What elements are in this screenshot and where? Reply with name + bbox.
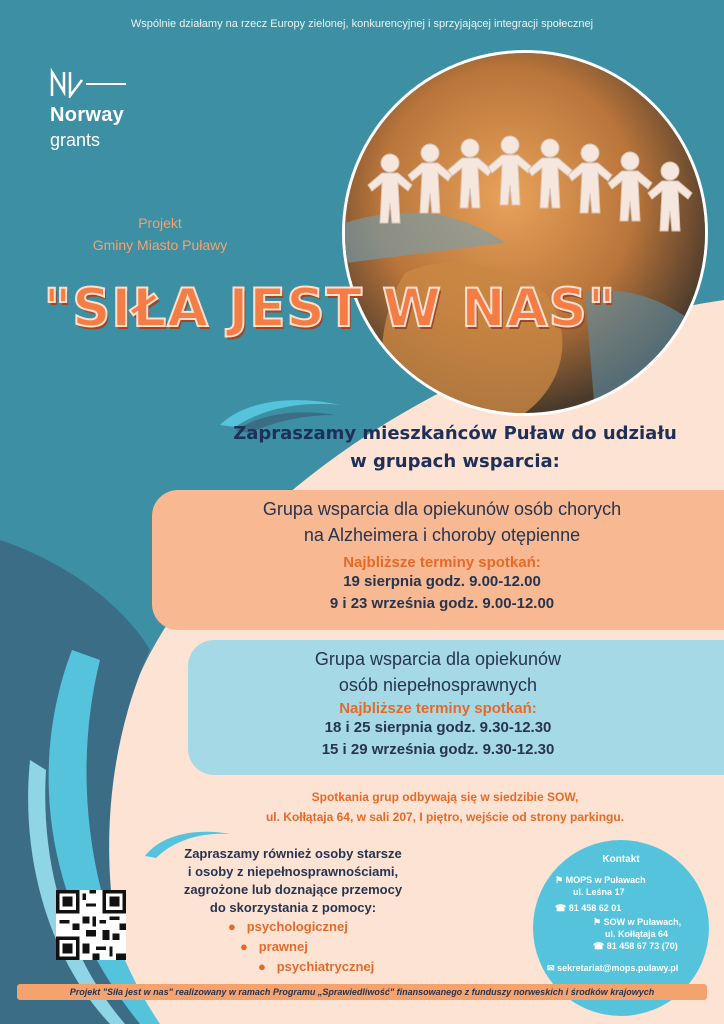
logo-name: Norway [50,104,125,126]
invite-heading [220,420,690,476]
mops-block [555,874,646,914]
service-item: ● psychologicznej [228,919,348,934]
location-pin-icon: ⚑ [555,875,564,885]
project-line1: Projekt [138,215,182,231]
also-line3: zagrożone lub doznające przemocy [183,882,403,897]
sow-address: ul. Kołłątaja 64 [605,929,669,939]
sow-block [593,916,681,952]
group1-date1: 19 sierpnia godz. 9.00-12.00 [343,573,541,590]
globe-illustration [345,53,705,413]
sow-name: SOW w Puławach, [603,917,682,927]
group1-title-line1: Grupa wsparcia dla opiekunów osób chorych [262,499,622,519]
mops-name: MOPS w Puławach [565,875,646,885]
email-block [547,962,678,974]
project-label [60,212,260,256]
service-item: ● psychiatrycznej [258,959,375,974]
place-line2: ul. Kołłątaja 64, w sali 207, I piętro, wejście od strony parkingu. [265,810,625,824]
group2-title-line2: osób niepełnosprawnych [338,675,538,695]
group2-title-line1: Grupa wsparcia dla opiekunów [314,649,562,669]
service-label: psychiatrycznej [276,959,375,974]
group2-date1: 18 i 25 sierpnia godz. 9.30-12.30 [324,719,552,736]
footer-banner: Projekt "Siła jest w nas" realizowany w ramach Programu „Sprawiedliwość" finansowanego z funduszy norweskich i środków krajowych [17,984,707,1000]
service-label: psychologicznej [246,919,348,934]
also-line1: Zapraszamy również osoby starsze [184,846,402,861]
sow-phone[interactable]: 81 458 67 73 (70) [606,941,678,951]
also-invite [158,845,428,977]
mops-address: ul. Leśna 17 [573,887,625,897]
tagline: Wspólnie działamy na rzecz Europy zielonej, konkurencyjnej i sprzyjającej integracji społecznej [130,18,594,30]
also-line4: do skorzystania z pomocy: [209,900,377,915]
phone-icon: ☎ [593,941,605,951]
contact-email[interactable]: sekretariat@mops.pulawy.pl [557,963,679,973]
phone-icon: ☎ [555,903,567,913]
group1-box [152,490,724,630]
group2-subtitle: Najbliższe terminy spotkań: [339,700,537,717]
group1-subtitle: Najbliższe terminy spotkań: [343,554,541,571]
norway-grants-logo-icon [50,68,130,98]
group1-title-line2: na Alzheimera i choroby otępienne [303,525,581,545]
project-line2: Gminy Miasto Puławy [92,237,228,253]
mops-phone[interactable]: 81 458 62 01 [568,903,622,913]
group2-box [188,640,724,775]
group1-date2: 9 i 23 września godz. 9.00-12.00 [329,595,555,612]
logo-sub: grants [50,130,101,150]
service-item: ● prawnej [240,939,308,954]
meeting-place [230,787,660,827]
place-line1: Spotkania grup odbywają się w siedzibie SOW, [311,790,579,804]
invite-line1: Zapraszamy mieszkańców Puław do udziału [233,423,677,444]
page-title: "SIŁA JEST W NAS" [43,278,617,339]
also-line2: i osoby z niepełnosprawnościami, [187,864,399,879]
contact-title: Kontakt [602,854,640,865]
service-label: prawnej [258,939,308,954]
group2-date2: 15 i 29 września godz. 9.30-12.30 [321,741,555,758]
mail-icon: ✉ [547,963,555,973]
location-pin-icon: ⚑ [593,917,602,927]
qr-code-icon[interactable] [56,890,126,960]
globe-image [342,50,708,416]
invite-line2: w grupach wsparcia: [350,451,560,472]
